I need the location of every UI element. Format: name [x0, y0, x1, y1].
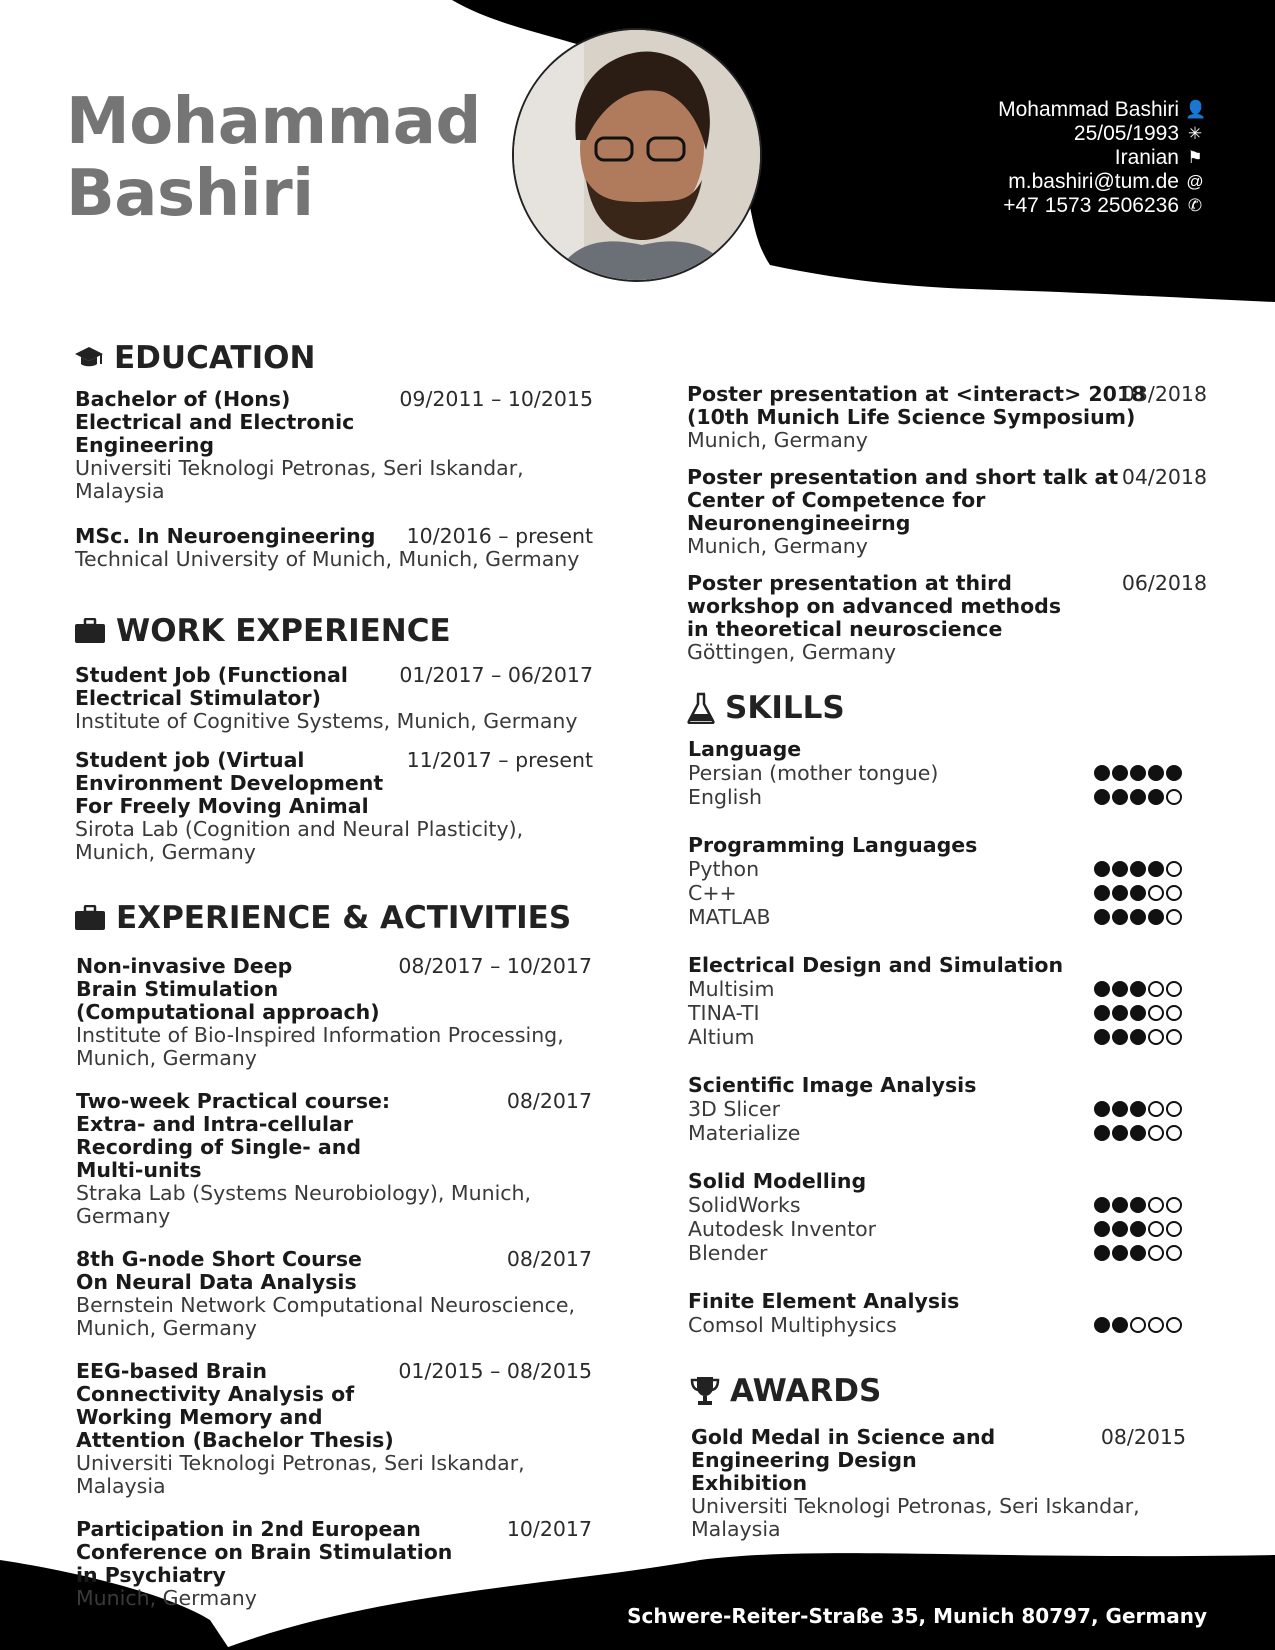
footer-address: Schwere-Reiter-Straße 35, Munich 80797, Germany	[627, 1604, 1207, 1628]
skill-row	[688, 1217, 1186, 1241]
rating-dot-filled	[1094, 1029, 1110, 1045]
rating-dot-empty	[1148, 1125, 1164, 1141]
cv-entry	[691, 1426, 1186, 1541]
skill-row	[688, 1001, 1186, 1025]
skill-category-title: Solid Modelling	[688, 1169, 867, 1193]
entry-title: Two-week Practical course: Extra- and Intra-cellular Recording of Single- and Multi-units	[76, 1089, 391, 1182]
rating-dot-filled	[1112, 789, 1128, 805]
rating-dot-filled	[1130, 765, 1146, 781]
contact-nationality: Iranian ⚑	[998, 146, 1205, 170]
entry-title: Poster presentation at <interact> 2018 (10th Munich Life Science Symposium)	[687, 382, 1146, 429]
briefcase-icon	[74, 618, 106, 644]
rating-dot-filled	[1112, 981, 1128, 997]
skill-category	[688, 1169, 1186, 1265]
rating-dot-empty	[1166, 981, 1182, 997]
skill-row	[688, 881, 1186, 905]
entry-subtitle: Universiti Teknologi Petronas, Seri Iskandar, Malaysia	[76, 1451, 525, 1498]
entry-date: 06/2018	[1121, 571, 1207, 595]
entry-subtitle: Universiti Teknologi Petronas, Seri Iskandar, Malaysia	[691, 1494, 1140, 1541]
rating-dot-filled	[1112, 1005, 1128, 1021]
rating-dot-filled	[1148, 765, 1164, 781]
rating-dot-empty	[1166, 1197, 1182, 1213]
rating-dot-filled	[1130, 1029, 1146, 1045]
flask-icon	[687, 692, 715, 724]
rating-dot-empty	[1148, 1101, 1164, 1117]
skill-name: 3D Slicer	[688, 1097, 781, 1121]
entry-subtitle: Göttingen, Germany	[687, 640, 897, 664]
skill-name: Autodesk Inventor	[688, 1217, 877, 1241]
contact-name: Mohammad Bashiri 👤	[998, 98, 1207, 121]
rating-dot-filled	[1148, 909, 1164, 925]
entry-subtitle: Munich, Germany	[76, 1586, 257, 1610]
rating-dot-filled	[1112, 885, 1128, 901]
rating-dot-empty	[1166, 1125, 1182, 1141]
skill-name: Persian (mother tongue)	[688, 761, 939, 785]
skill-level-rating	[1094, 909, 1182, 925]
cv-entry	[76, 1248, 592, 1340]
cv-entry	[687, 383, 1207, 452]
cv-entry	[75, 388, 593, 503]
rating-dot-empty	[1166, 1029, 1182, 1045]
rating-dot-filled	[1130, 909, 1146, 925]
entry-subtitle: Institute of Cognitive Systems, Munich, Germany	[75, 709, 578, 733]
at-icon: @	[1186, 172, 1204, 191]
skill-level-rating	[1094, 765, 1182, 781]
entry-title: Bachelor of (Hons) Electrical and Electronic Engineering	[75, 387, 355, 457]
awards-list	[691, 1426, 1186, 1551]
skill-level-rating	[1094, 1317, 1182, 1333]
activities-list	[76, 955, 592, 1630]
skill-level-rating	[1094, 861, 1182, 877]
skill-level-rating	[1094, 1101, 1182, 1117]
rating-dot-filled	[1094, 1221, 1110, 1237]
skill-name: Altium	[688, 1025, 755, 1049]
rating-dot-empty	[1166, 1245, 1182, 1261]
skill-row	[688, 977, 1186, 1001]
skill-name: English	[688, 785, 763, 809]
entry-subtitle: Institute of Bio-Inspired Information Processing, Munich, Germany	[76, 1023, 564, 1070]
cv-entry	[76, 1518, 592, 1610]
rating-dot-empty	[1148, 981, 1164, 997]
rating-dot-filled	[1094, 909, 1110, 925]
rating-dot-empty	[1148, 1197, 1164, 1213]
education-list	[75, 388, 593, 593]
rating-dot-empty	[1148, 1221, 1164, 1237]
birthday-icon: ✳	[1187, 124, 1203, 143]
entry-subtitle: Munich, Germany	[687, 534, 868, 558]
rating-dot-empty	[1166, 1317, 1182, 1333]
work-heading: WORK EXPERIENCE	[74, 613, 451, 649]
rating-dot-filled	[1166, 765, 1182, 781]
contact-phone[interactable]: +47 1573 2506236 ✆	[998, 194, 1205, 218]
rating-dot-filled	[1130, 1125, 1146, 1141]
skill-category-title: Electrical Design and Simulation	[688, 953, 1064, 977]
skill-category	[688, 953, 1186, 1049]
rating-dot-filled	[1094, 861, 1110, 877]
rating-dot-filled	[1130, 1101, 1146, 1117]
skill-level-rating	[1094, 789, 1182, 805]
contact-info	[998, 98, 1205, 218]
rating-dot-empty	[1166, 909, 1182, 925]
skill-level-rating	[1094, 1005, 1182, 1021]
entry-date: 08/2015	[1100, 1425, 1186, 1449]
skill-level-rating	[1094, 1029, 1182, 1045]
awards-heading: AWARDS	[690, 1373, 881, 1409]
skill-category-title: Scientific Image Analysis	[688, 1073, 977, 1097]
education-heading: EDUCATION	[74, 340, 315, 376]
skills-heading: SKILLS	[687, 690, 845, 726]
rating-dot-filled	[1148, 789, 1164, 805]
rating-dot-filled	[1112, 1197, 1128, 1213]
entry-title: Poster presentation and short talk at Center of Competence for Neuronengineeirng	[687, 465, 1119, 535]
skill-level-rating	[1094, 1125, 1182, 1141]
user-icon: 👤	[1185, 100, 1207, 119]
trophy-icon	[690, 1375, 720, 1407]
rating-dot-filled	[1130, 1245, 1146, 1261]
rating-dot-filled	[1112, 765, 1128, 781]
cv-entry	[687, 466, 1207, 558]
entry-date: 01/2015 – 08/2015	[398, 1359, 592, 1383]
entry-date: 04/2018	[1121, 465, 1207, 489]
activities-heading: EXPERIENCE & ACTIVITIES	[74, 900, 571, 936]
rating-dot-filled	[1094, 789, 1110, 805]
rating-dot-empty	[1166, 1005, 1182, 1021]
entry-date: 11/2017 – present	[406, 748, 593, 772]
skill-level-rating	[1094, 885, 1182, 901]
rating-dot-filled	[1130, 1005, 1146, 1021]
entry-subtitle: Bernstein Network Computational Neuroscience, Munich, Germany	[76, 1293, 575, 1340]
person-portrait-icon	[514, 30, 760, 280]
skill-category-title: Language	[688, 737, 802, 761]
skill-row	[688, 1097, 1186, 1121]
rating-dot-filled	[1148, 861, 1164, 877]
rating-dot-filled	[1112, 1125, 1128, 1141]
skill-level-rating	[1094, 1245, 1182, 1261]
skills-list	[688, 737, 1186, 1361]
cv-entry	[76, 1360, 592, 1498]
rating-dot-filled	[1112, 1245, 1128, 1261]
briefcase-icon	[74, 905, 106, 931]
rating-dot-empty	[1148, 1317, 1164, 1333]
skill-name: Comsol Multiphysics	[688, 1313, 897, 1337]
skill-row	[688, 1313, 1186, 1337]
rating-dot-filled	[1112, 1101, 1128, 1117]
entry-subtitle: Sirota Lab (Cognition and Neural Plasticity), Munich, Germany	[75, 817, 524, 864]
rating-dot-filled	[1094, 765, 1110, 781]
skill-category	[688, 737, 1186, 809]
rating-dot-filled	[1094, 1101, 1110, 1117]
rating-dot-empty	[1166, 885, 1182, 901]
entry-date: 08/2017	[506, 1089, 592, 1113]
skill-row	[688, 1241, 1186, 1265]
skill-name: TINA-TI	[688, 1001, 760, 1025]
rating-dot-filled	[1112, 909, 1128, 925]
skill-name: Materialize	[688, 1121, 801, 1145]
contact-email[interactable]: m.bashiri@tum.de @	[1008, 170, 1204, 193]
skill-row	[688, 1025, 1186, 1049]
entry-date: 10/2017	[506, 1517, 592, 1541]
skill-name: MATLAB	[688, 905, 771, 929]
first-name: Mohammad	[66, 85, 481, 159]
rating-dot-filled	[1130, 1221, 1146, 1237]
work-list	[75, 664, 593, 880]
skill-level-rating	[1094, 1197, 1182, 1213]
candidate-name	[66, 86, 481, 230]
rating-dot-filled	[1094, 1245, 1110, 1261]
rating-dot-filled	[1130, 861, 1146, 877]
rating-dot-empty	[1130, 1317, 1146, 1333]
skill-category	[688, 833, 1186, 929]
entry-title: Poster presentation at third workshop on advanced methods in theoretical neuroscience	[687, 571, 1062, 641]
profile-photo	[512, 28, 762, 282]
rating-dot-filled	[1094, 981, 1110, 997]
cv-entry	[75, 664, 593, 733]
flag-icon: ⚑	[1187, 148, 1203, 167]
skill-level-rating	[1094, 981, 1182, 997]
entry-title: Student job (Virtual Environment Development For Freely Moving Animal	[75, 748, 384, 818]
rating-dot-empty	[1148, 1245, 1164, 1261]
skill-row	[688, 905, 1186, 929]
skill-row	[688, 1193, 1186, 1217]
entry-subtitle: Munich, Germany	[687, 428, 868, 452]
rating-dot-filled	[1130, 981, 1146, 997]
rating-dot-filled	[1130, 789, 1146, 805]
skill-category-title: Programming Languages	[688, 833, 978, 857]
cv-entry	[76, 955, 592, 1070]
rating-dot-empty	[1148, 1029, 1164, 1045]
entry-date: 08/2017 – 10/2017	[398, 954, 592, 978]
entry-title: Non-invasive Deep Brain Stimulation (Computational approach)	[76, 954, 380, 1024]
rating-dot-filled	[1112, 861, 1128, 877]
entry-subtitle: Universiti Teknologi Petronas, Seri Iskandar, Malaysia	[75, 456, 524, 503]
entry-date: 01/2017 – 06/2017	[399, 663, 593, 687]
entry-date: 10/2016 – present	[406, 524, 593, 548]
rating-dot-filled	[1130, 1197, 1146, 1213]
rating-dot-filled	[1094, 1005, 1110, 1021]
phone-icon: ✆	[1187, 196, 1203, 215]
rating-dot-filled	[1094, 1317, 1110, 1333]
entry-date: 08/2017	[506, 1247, 592, 1271]
rating-dot-filled	[1094, 885, 1110, 901]
skill-row	[688, 785, 1186, 809]
skill-category	[688, 1289, 1186, 1337]
cv-entry	[75, 525, 593, 571]
entry-date: 09/2011 – 10/2015	[399, 387, 593, 411]
rating-dot-empty	[1166, 789, 1182, 805]
rating-dot-filled	[1094, 1125, 1110, 1141]
rating-dot-filled	[1112, 1221, 1128, 1237]
contact-birthdate: 25/05/1993 ✳	[998, 122, 1205, 146]
skill-row	[688, 1121, 1186, 1145]
skill-level-rating	[1094, 1221, 1182, 1237]
rating-dot-filled	[1130, 885, 1146, 901]
rating-dot-empty	[1148, 885, 1164, 901]
entry-title: Gold Medal in Science and Engineering Design Exhibition	[691, 1425, 996, 1495]
graduation-cap-icon	[74, 345, 104, 371]
cv-entry	[75, 749, 593, 864]
entry-subtitle: Straka Lab (Systems Neurobiology), Munich, Germany	[76, 1181, 532, 1228]
entry-title: Participation in 2nd European Conference on Brain Stimulation in Psychiatry	[76, 1517, 453, 1587]
rating-dot-filled	[1094, 1197, 1110, 1213]
skill-category	[688, 1073, 1186, 1145]
cv-entry	[687, 572, 1207, 664]
skill-name: Blender	[688, 1241, 768, 1265]
entry-title: EEG-based Brain Connectivity Analysis of Working Memory and Attention (Bachelor Thesis)	[76, 1359, 394, 1452]
entry-subtitle: Technical University of Munich, Munich, Germany	[75, 547, 580, 571]
skill-name: SolidWorks	[688, 1193, 801, 1217]
entry-date: 03/2018	[1121, 382, 1207, 406]
rating-dot-empty	[1166, 1221, 1182, 1237]
skill-row	[688, 761, 1186, 785]
rating-dot-empty	[1166, 861, 1182, 877]
last-name: Bashiri	[66, 157, 314, 231]
skill-name: Multisim	[688, 977, 775, 1001]
rating-dot-empty	[1166, 1101, 1182, 1117]
cv-entry	[76, 1090, 592, 1228]
skill-name: C++	[688, 881, 737, 905]
skill-category-title: Finite Element Analysis	[688, 1289, 960, 1313]
entry-title: 8th G-node Short Course On Neural Data Analysis	[76, 1247, 362, 1294]
rating-dot-empty	[1148, 1005, 1164, 1021]
skill-row	[688, 857, 1186, 881]
skill-name: Python	[688, 857, 760, 881]
entry-title: Student Job (Functional Electrical Stimulator)	[75, 663, 348, 710]
entry-title: MSc. In Neuroengineering	[75, 524, 376, 548]
activities-list-continued	[687, 383, 1207, 678]
rating-dot-filled	[1112, 1029, 1128, 1045]
rating-dot-filled	[1112, 1317, 1128, 1333]
